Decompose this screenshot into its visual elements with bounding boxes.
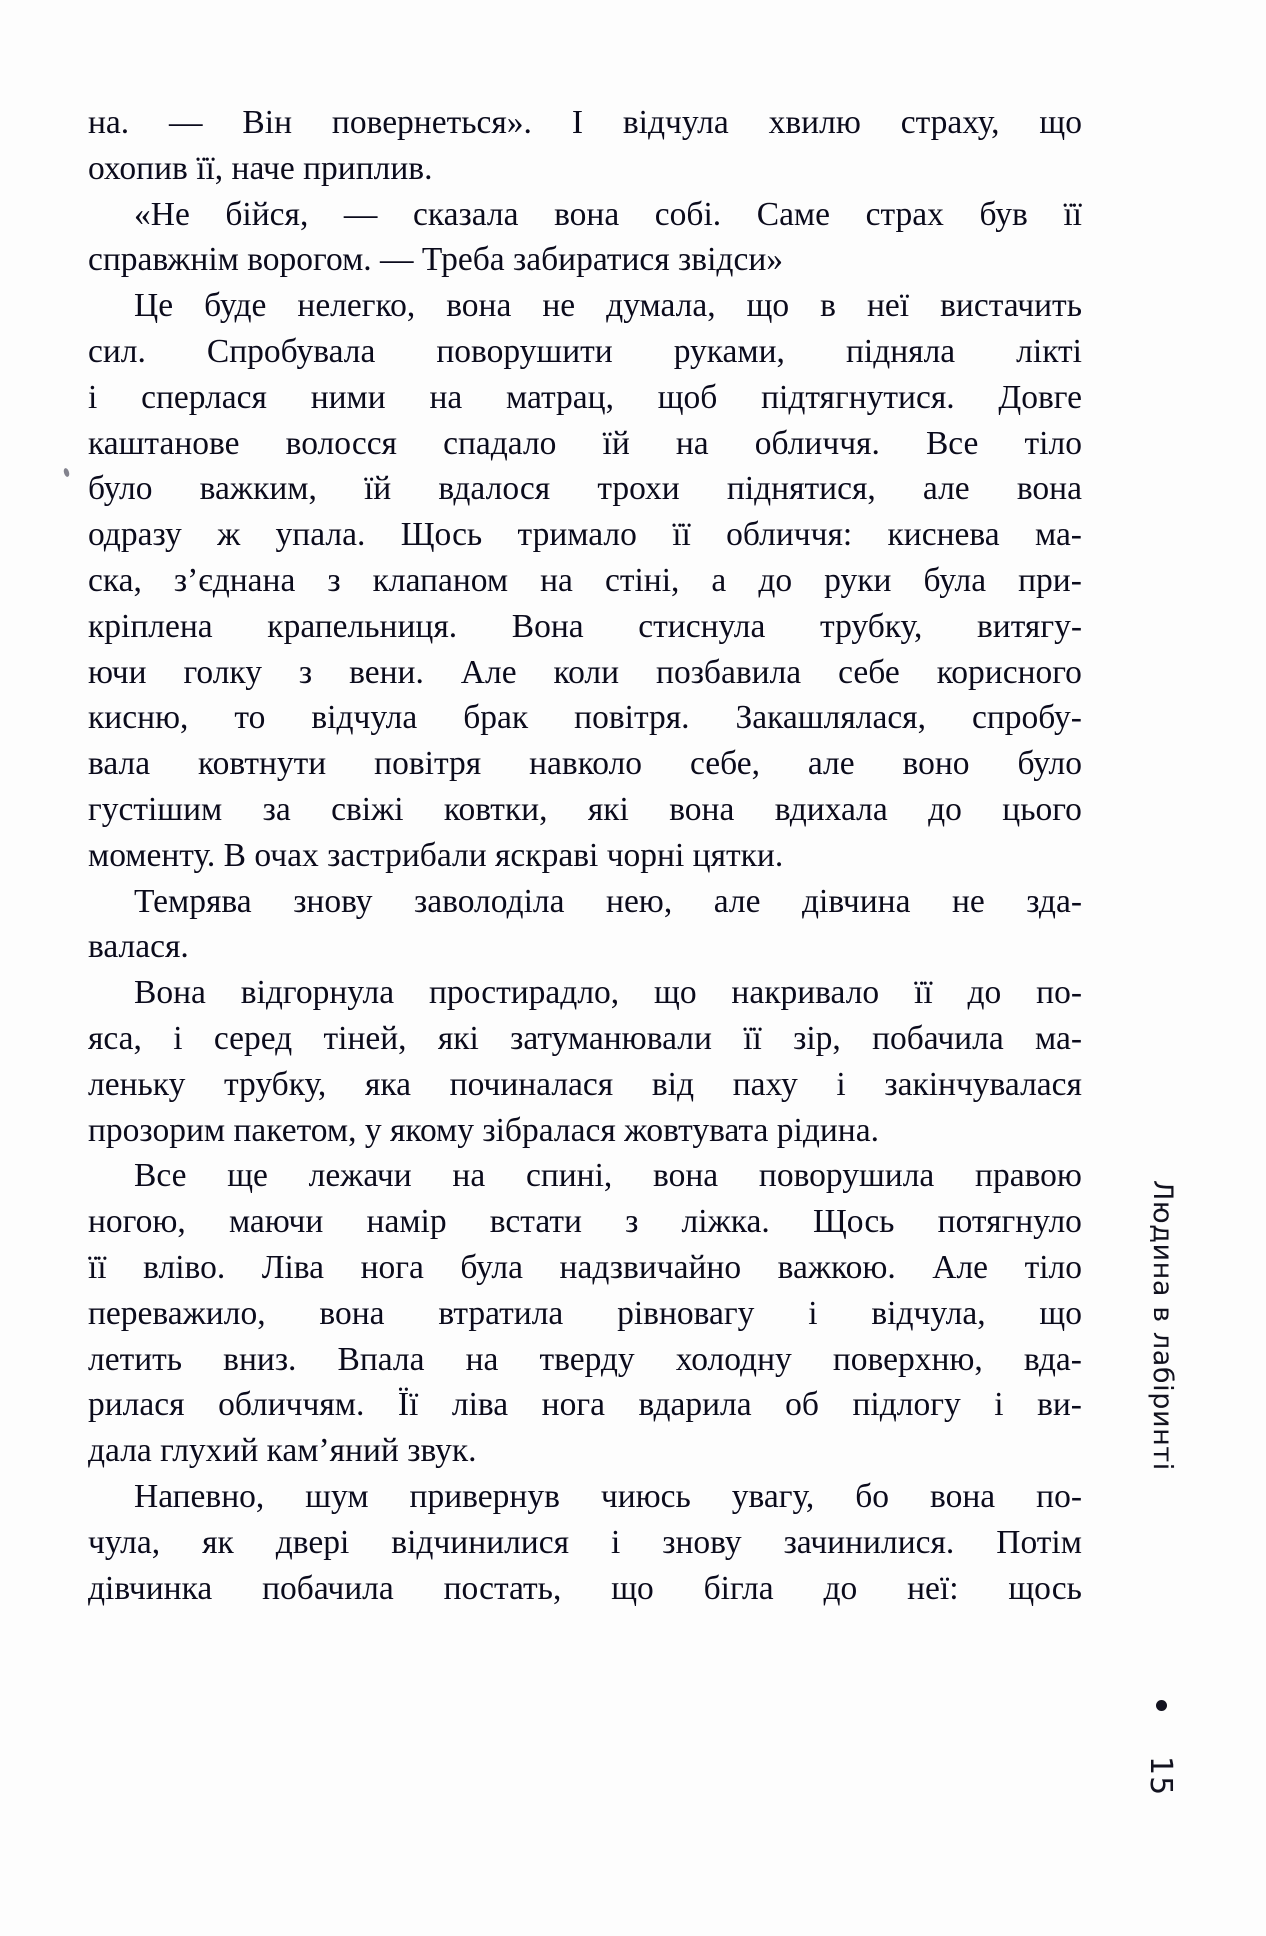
text-word: хвилю <box>768 104 861 141</box>
text-word: відчинилися <box>391 1523 570 1561</box>
text-word: було <box>1017 745 1082 783</box>
text-word: вона <box>653 1157 719 1195</box>
text-word: рилася <box>88 1386 185 1424</box>
text-word: тверду <box>539 1340 635 1378</box>
text-word: підтягнутися. <box>761 378 955 416</box>
text-word: як <box>202 1523 234 1561</box>
text-line <box>88 1382 1082 1428</box>
text-word: починалася <box>449 1065 614 1103</box>
text-line <box>88 650 1082 696</box>
text-word: було <box>88 470 153 508</box>
text-word: себе, <box>689 745 760 783</box>
text-word: страх <box>865 195 944 233</box>
text-word: цього <box>1002 790 1082 828</box>
text-word: вистачить <box>940 287 1082 325</box>
text-word: повітря <box>374 745 482 783</box>
text-word: але <box>713 882 761 920</box>
text-word: матрац, <box>506 378 614 416</box>
text-word: — <box>169 104 203 141</box>
text-word: тіло <box>1024 424 1082 462</box>
text-word: правою <box>975 1157 1082 1195</box>
text-line <box>88 512 1082 558</box>
text-word: Довге <box>998 378 1082 416</box>
text-line <box>88 146 1082 192</box>
text-word: а <box>711 561 727 599</box>
text-word: нога <box>541 1386 605 1424</box>
text-word: — <box>343 195 378 233</box>
text-word: дівчинка <box>88 1569 213 1607</box>
text-word: нею, <box>606 882 673 920</box>
text-word: сперлася <box>141 378 267 416</box>
text-word: маючи <box>228 1203 324 1241</box>
text-word: поверхню, <box>832 1340 983 1378</box>
text-word: серед <box>213 1019 293 1057</box>
text-word: тримало <box>517 516 637 554</box>
paragraph <box>88 1153 1082 1474</box>
text-line <box>88 1108 1082 1154</box>
text-word: на <box>429 378 463 416</box>
text-word: її <box>914 974 933 1012</box>
text-word: відчула, <box>871 1294 986 1332</box>
text-line <box>88 466 1082 512</box>
text-word: від <box>651 1065 695 1103</box>
text-line <box>88 329 1082 375</box>
text-word: на <box>540 561 573 599</box>
text-word: киснева <box>887 516 1000 554</box>
page-number: 15 <box>1143 1756 1178 1797</box>
text-word: при- <box>1018 561 1082 599</box>
text-line <box>88 375 1082 421</box>
text-word: корисного <box>936 653 1082 691</box>
text-word: упала. <box>275 516 366 554</box>
text-word: вдарила <box>638 1386 752 1424</box>
text-word: ж <box>217 516 241 554</box>
text-word: «Не <box>134 195 190 233</box>
text-word: з <box>298 653 313 691</box>
text-word: поворушила <box>758 1157 935 1195</box>
text-word: Щось <box>400 516 483 554</box>
text-word: її <box>672 516 691 554</box>
text-word: але <box>922 470 970 508</box>
text-word: піднятися, <box>726 470 876 508</box>
text-word: вдалося <box>438 470 551 508</box>
text-word: то <box>234 699 266 737</box>
text-line <box>88 237 1082 283</box>
text-word: до <box>928 790 962 828</box>
body-text-column <box>88 100 1082 1611</box>
text-word: ліва <box>451 1386 509 1424</box>
text-word: крапельниця. <box>267 607 458 645</box>
text-word: відчула <box>311 699 418 737</box>
paragraph <box>88 283 1082 878</box>
text-word: постать, <box>443 1569 562 1607</box>
text-word: тіло <box>1024 1248 1082 1286</box>
text-line <box>88 924 1082 970</box>
text-word: але <box>807 745 855 783</box>
text-word: важкою. <box>777 1248 896 1286</box>
text-line <box>88 787 1082 833</box>
text-word: трубку, <box>224 1065 327 1103</box>
text-word: одразу <box>88 516 182 554</box>
text-word: відчула <box>622 104 729 141</box>
text-word: трубку, <box>820 607 923 645</box>
text-word: тіней, <box>323 1019 407 1057</box>
text-word: ковтки, <box>443 790 548 828</box>
text-word: чула, <box>88 1523 161 1561</box>
text-word: ногою, <box>88 1203 186 1241</box>
text-word: втратила <box>438 1294 564 1332</box>
text-word: підняла <box>845 332 956 370</box>
text-word: обличчя. <box>754 424 880 462</box>
text-word: поворушити <box>436 332 613 370</box>
text-line <box>88 1474 1082 1520</box>
text-line <box>88 558 1082 604</box>
text-word: Щось <box>812 1203 895 1241</box>
text-word: намір <box>366 1203 447 1241</box>
text-word: потягнуло <box>937 1203 1082 1241</box>
text-word: яса, <box>88 1019 142 1057</box>
text-line <box>88 879 1082 925</box>
text-word: її <box>88 1248 107 1286</box>
text-line-content: справжнім ворогом. — Треба забиратися звідси» <box>88 241 783 279</box>
text-word: Ліва <box>261 1248 325 1286</box>
text-word: навколо <box>529 745 643 783</box>
text-word: яка <box>364 1065 411 1103</box>
text-word: і <box>88 378 98 416</box>
text-word: з <box>625 1203 639 1241</box>
text-word: позбавила <box>656 653 802 691</box>
text-line <box>88 833 1082 879</box>
text-line <box>88 695 1082 741</box>
text-word: простирадло, <box>428 974 620 1012</box>
text-word: леньку <box>88 1065 186 1103</box>
text-word: встати <box>489 1203 582 1241</box>
text-word: затуманювали <box>510 1019 712 1057</box>
text-word: в <box>820 287 836 325</box>
text-word: зір, <box>793 1019 841 1057</box>
text-word: переважило, <box>88 1294 266 1332</box>
text-word: з <box>327 561 341 599</box>
text-word: ще <box>227 1157 268 1195</box>
text-line <box>88 1062 1082 1108</box>
text-word: летить <box>88 1340 183 1378</box>
text-word: ючи <box>88 653 147 691</box>
text-word: страху, <box>900 104 1000 141</box>
text-word: обличчям. <box>218 1386 365 1424</box>
text-word: бійся, <box>225 195 309 233</box>
text-line <box>88 741 1082 787</box>
text-line <box>88 1566 1082 1612</box>
text-word: була <box>460 1248 524 1286</box>
text-word: не <box>951 882 985 920</box>
text-word: надзвичайно <box>559 1248 742 1286</box>
text-word: їй <box>364 470 392 508</box>
text-word: собі. <box>654 195 722 233</box>
text-word: побачила <box>872 1019 1004 1057</box>
text-word: бо <box>855 1477 890 1515</box>
text-word: ними <box>310 378 386 416</box>
text-line-content: охопив її, наче приплив. <box>88 149 433 187</box>
text-line <box>88 1291 1082 1337</box>
text-word: ковтнути <box>198 745 327 783</box>
text-line <box>88 604 1082 650</box>
text-word: які <box>587 790 629 828</box>
text-word: Вона <box>511 607 584 645</box>
text-word: холодну <box>675 1340 792 1378</box>
text-word: вниз. <box>223 1340 297 1378</box>
text-line-content: прозорим пакетом, у якому зібралася жовтувата рідина. <box>88 1111 879 1149</box>
paragraph <box>88 1474 1082 1611</box>
text-word: Саме <box>756 195 830 233</box>
text-word: клапаном <box>372 561 509 599</box>
text-word: обличчя: <box>726 516 853 554</box>
text-word: заволоділа <box>414 882 565 920</box>
text-word: буде <box>204 287 267 325</box>
text-line <box>88 1520 1082 1566</box>
text-word: неї: <box>907 1569 959 1607</box>
text-word: руки <box>824 561 892 599</box>
text-word: сказала <box>412 195 519 233</box>
text-word: зачинилися. <box>783 1523 955 1561</box>
text-line <box>88 1428 1082 1474</box>
text-word: до <box>967 974 1002 1012</box>
text-line-content: валася. <box>88 928 189 966</box>
text-word: нога <box>360 1248 424 1286</box>
text-word: знову <box>662 1523 742 1561</box>
paragraph <box>88 100 1082 192</box>
text-word: що <box>1039 1294 1082 1332</box>
text-word: спробу- <box>971 699 1082 737</box>
text-word: волосся <box>285 424 397 462</box>
text-word: лежачи <box>308 1157 412 1195</box>
scan-artifact-speck <box>63 467 71 477</box>
text-word: Але <box>932 1248 989 1286</box>
text-word: вона <box>1016 470 1082 508</box>
text-word: вона <box>930 1477 996 1515</box>
text-word: каштанове <box>88 424 240 462</box>
text-word: вени. <box>349 653 424 691</box>
text-word: густішим <box>88 790 223 828</box>
text-word: і <box>994 1386 1004 1424</box>
text-word: повітря. <box>574 699 690 737</box>
text-word: Закашлялася, <box>735 699 926 737</box>
text-word: побачила <box>262 1569 394 1607</box>
text-word: і <box>173 1019 183 1057</box>
text-word: на <box>452 1157 486 1195</box>
text-word: Це <box>134 287 174 325</box>
text-word: на <box>465 1340 499 1378</box>
text-word: брак <box>463 699 529 737</box>
text-word: спині, <box>525 1157 613 1195</box>
text-line <box>88 100 1082 146</box>
text-word: воно <box>902 745 970 783</box>
text-word: паху <box>732 1065 798 1103</box>
text-word: неї <box>866 287 910 325</box>
text-word: Він <box>242 104 293 141</box>
text-word: дівчина <box>802 882 911 920</box>
text-word: і <box>836 1065 846 1103</box>
text-word: Все <box>925 424 979 462</box>
text-word: вона <box>319 1294 385 1332</box>
text-word: кисню, <box>88 699 189 737</box>
text-word: коли <box>553 653 620 691</box>
text-word: накривало <box>731 974 880 1012</box>
text-word: повернеться». <box>331 104 532 141</box>
text-line-content: дала глухий кам’яний звук. <box>88 1432 477 1470</box>
text-word: ліжка. <box>681 1203 770 1241</box>
text-word: привернув <box>409 1477 560 1515</box>
text-word: до <box>758 561 793 599</box>
text-word: по- <box>1036 1477 1082 1515</box>
text-line <box>88 1153 1082 1199</box>
text-word: увагу, <box>731 1477 815 1515</box>
text-line <box>88 1337 1082 1383</box>
text-word: відгорнула <box>240 974 395 1012</box>
text-word: об <box>785 1386 819 1424</box>
text-word: ма- <box>1035 1019 1082 1057</box>
text-word: до <box>823 1569 858 1607</box>
margin-running-head-block <box>1144 1180 1204 1900</box>
text-word: Впала <box>337 1340 425 1378</box>
text-line <box>88 1245 1082 1291</box>
text-word: І <box>571 104 583 141</box>
text-word: по- <box>1036 974 1082 1012</box>
text-word: Потім <box>996 1523 1082 1561</box>
text-word: бігла <box>703 1569 774 1607</box>
text-word: Напевно, <box>134 1477 265 1515</box>
text-line <box>88 970 1082 1016</box>
text-word: ви- <box>1037 1386 1082 1424</box>
paragraph <box>88 879 1082 971</box>
text-word: підлогу <box>852 1386 961 1424</box>
text-word: знову <box>293 882 373 920</box>
text-line-content: моменту. В очах застрибали яскраві чорні цятки. <box>88 836 784 874</box>
text-word: їй <box>602 424 630 462</box>
text-word: Темрява <box>134 882 252 920</box>
text-word: була <box>923 561 987 599</box>
paragraph <box>88 970 1082 1153</box>
text-word: голку <box>183 653 262 691</box>
text-word: кріплена <box>88 607 213 645</box>
text-word: руками, <box>673 332 785 370</box>
text-word: і <box>808 1294 818 1332</box>
text-word: Вона <box>134 974 206 1012</box>
text-word: важким, <box>199 470 317 508</box>
text-line <box>88 192 1082 238</box>
text-word: ска, <box>88 561 142 599</box>
text-word: на. <box>88 104 130 141</box>
text-word: вала <box>88 745 151 783</box>
text-word: закінчувалася <box>884 1065 1082 1103</box>
text-word: думала, <box>606 287 716 325</box>
text-word: стіні, <box>604 561 680 599</box>
text-line <box>88 1016 1082 1062</box>
text-word: вліво. <box>143 1248 226 1286</box>
text-word: вона <box>446 287 512 325</box>
text-word: що <box>654 974 697 1012</box>
text-word: рівновагу <box>617 1294 755 1332</box>
text-word: спадало <box>443 424 557 462</box>
text-word: нелегко, <box>297 287 416 325</box>
text-word: вона <box>669 790 735 828</box>
text-word: що <box>611 1569 654 1607</box>
text-word: ма- <box>1034 516 1082 554</box>
text-word: вда- <box>1023 1340 1082 1378</box>
text-word: вдихала <box>774 790 888 828</box>
text-word: лікті <box>1016 332 1082 370</box>
text-word: вона <box>554 195 620 233</box>
text-word: двері <box>275 1523 350 1561</box>
bullet-separator-icon <box>1156 1700 1167 1711</box>
text-word: на <box>675 424 709 462</box>
text-word: з’єднана <box>173 561 296 599</box>
text-word: щось <box>1008 1569 1082 1607</box>
text-word: не <box>542 287 576 325</box>
text-word: Її <box>397 1386 419 1424</box>
text-word: чиюсь <box>600 1477 691 1515</box>
text-word: що <box>1039 104 1082 141</box>
text-word: себе <box>838 653 900 691</box>
text-word: що <box>746 287 790 325</box>
text-word: Все <box>134 1157 187 1195</box>
text-word: її <box>1063 195 1082 233</box>
text-word: її <box>743 1019 762 1057</box>
text-word: шум <box>305 1477 369 1515</box>
text-word: стиснула <box>638 607 766 645</box>
text-line <box>88 1199 1082 1245</box>
text-word: Спробувала <box>206 332 376 370</box>
text-word: був <box>979 195 1028 233</box>
paragraph <box>88 192 1082 284</box>
text-line <box>88 421 1082 467</box>
text-word: витягу- <box>976 607 1082 645</box>
text-word: Але <box>460 653 517 691</box>
text-word: сил. <box>88 332 146 370</box>
text-word: які <box>437 1019 479 1057</box>
running-head-title: Людина в лабіринті <box>1147 1180 1178 1471</box>
text-word: і <box>610 1523 621 1561</box>
text-line <box>88 283 1082 329</box>
text-word: зда- <box>1026 882 1082 920</box>
text-word: щоб <box>657 378 718 416</box>
text-word: за <box>262 790 291 828</box>
text-word: трохи <box>597 470 680 508</box>
text-word: свіжі <box>331 790 404 828</box>
